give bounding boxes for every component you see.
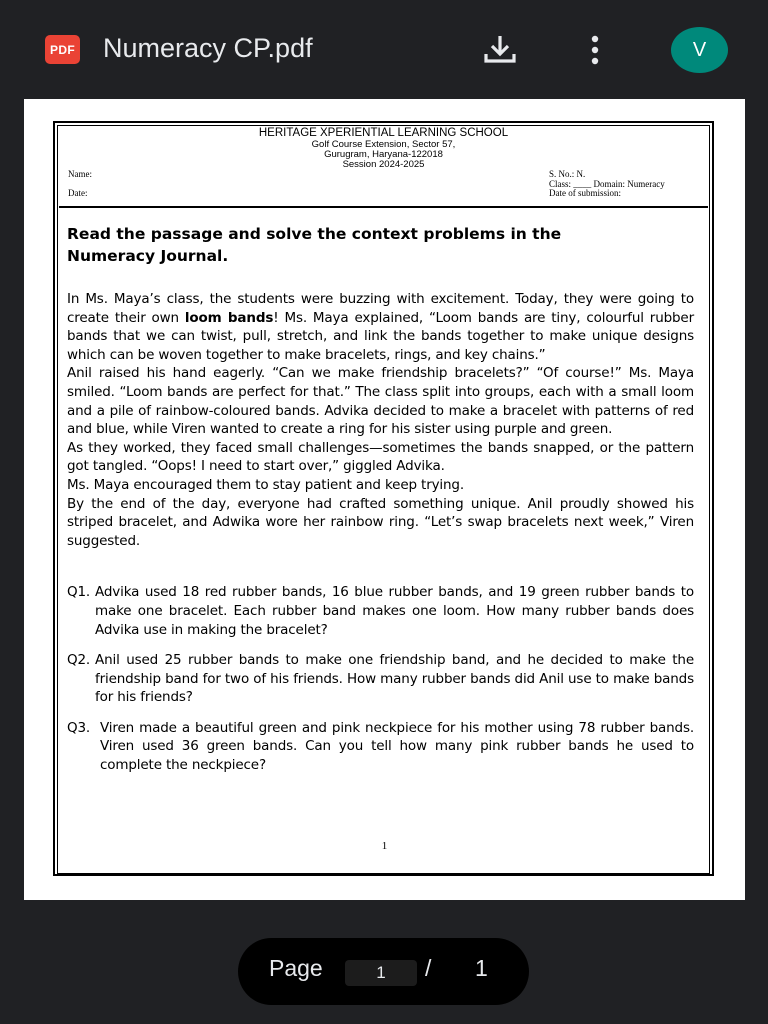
question-item [67, 651, 694, 707]
pdf-file-icon: PDF [45, 35, 80, 64]
passage-paragraph: By the end of the day, everyone had crafted something unique. Anil proudly showed his striped bracelet, and Adwika wore her rainbow ring. “Let’s swap bracelets next week,” Viren suggested. [67, 495, 694, 549]
passage-paragraph: As they worked, they faced small challenges—sometimes the bands snapped, or the pattern got tangled. “Oops! I need to start over,” giggled Advika. [67, 439, 694, 475]
passage-text: ! Ms. Maya explained, “Loom bands are tiny, colourful rubber bands that we can twist, pull, stretch, and link the bands together to make unique designs which can be woven together to make bracelets, rings, and key chains.” [67, 309, 694, 363]
class-domain-label: Class: ____ Domain: Numeracy [549, 179, 665, 189]
more-options-button[interactable] [580, 32, 610, 68]
name-field-label: Name: [68, 169, 92, 179]
instruction-line-1: Read the passage and solve the context problems in the [67, 225, 562, 243]
total-pages: 1 [475, 955, 488, 981]
school-name: HERITAGE XPERIENTIAL LEARNING SCHOOL [258, 127, 509, 139]
passage-paragraph: Ms. Maya encouraged them to stay patient and keep trying. [67, 476, 464, 493]
question-text: Anil used 25 rubber bands to make one friendship band, and he decided to make the friendship band for two of his friends. How many rubber bands did Anil use to make bands for his friends? [95, 652, 694, 706]
question-list [67, 583, 694, 774]
question-number: Q1. [67, 584, 91, 601]
question-number: Q2. [67, 652, 91, 669]
question-number: Q3. [67, 719, 91, 736]
page-number: 1 [381, 840, 388, 852]
account-avatar[interactable]: V [671, 27, 728, 73]
session-label: Session 2024-2025 [342, 159, 425, 170]
school-address-1: Golf Course Extension, Sector 57, [311, 139, 456, 150]
more-vert-icon [580, 32, 610, 68]
pdf-page [24, 99, 745, 900]
instruction-heading [67, 223, 694, 267]
passage-bold-term: loom bands [184, 309, 274, 326]
download-icon [480, 32, 520, 68]
page-separator: / [425, 955, 432, 981]
page-navigator [238, 938, 529, 1005]
question-item [67, 583, 694, 639]
worksheet-header [59, 127, 708, 208]
file-title: Numeracy CP.pdf [103, 33, 313, 63]
question-text: Viren made a beautiful green and pink neckpiece for his mother using 78 rubber bands. Viren used 36 green bands. Can you tell how many pink rubber bands he used to complete the neckpiece? [100, 719, 694, 774]
serial-number-label: S. No.: N. [549, 169, 586, 179]
current-page-input[interactable] [345, 960, 417, 986]
school-address-2: Gurugram, Haryana-122018 [324, 149, 443, 160]
passage-paragraph [67, 290, 694, 364]
date-field-label: Date: [68, 188, 88, 198]
passage-text: In Ms. Maya’s class, the students were buzzing with excitement. Today, they were going to create their own [67, 291, 694, 326]
worksheet-body [67, 223, 694, 787]
instruction-line-2: Numeracy Journal. [67, 247, 229, 265]
passage-paragraph: Anil raised his hand eagerly. “Can we make friendship bracelets?” “Of course!” Ms. Maya smiled. “Loom bands are perfect for that.” The class split into groups, each with a small loom and a pile of rainbow-coloured bands. Advika decided to make a bracelet with patterns of red and blue, while Viren wanted to create a ring for his sister using purple and green. [67, 365, 694, 438]
viewer-toolbar [0, 0, 768, 98]
question-text: Advika used 18 red rubber bands, 16 blue rubber bands, and 19 green rubber bands to make one bracelet. Each rubber band makes one loom. How many rubber bands does Advika use in making the bracelet? [95, 584, 694, 638]
question-item [67, 719, 694, 775]
page-label: Page [269, 955, 323, 981]
download-button[interactable] [480, 32, 520, 68]
reading-passage [67, 290, 694, 550]
submission-date-label: Date of submission: [549, 188, 621, 198]
